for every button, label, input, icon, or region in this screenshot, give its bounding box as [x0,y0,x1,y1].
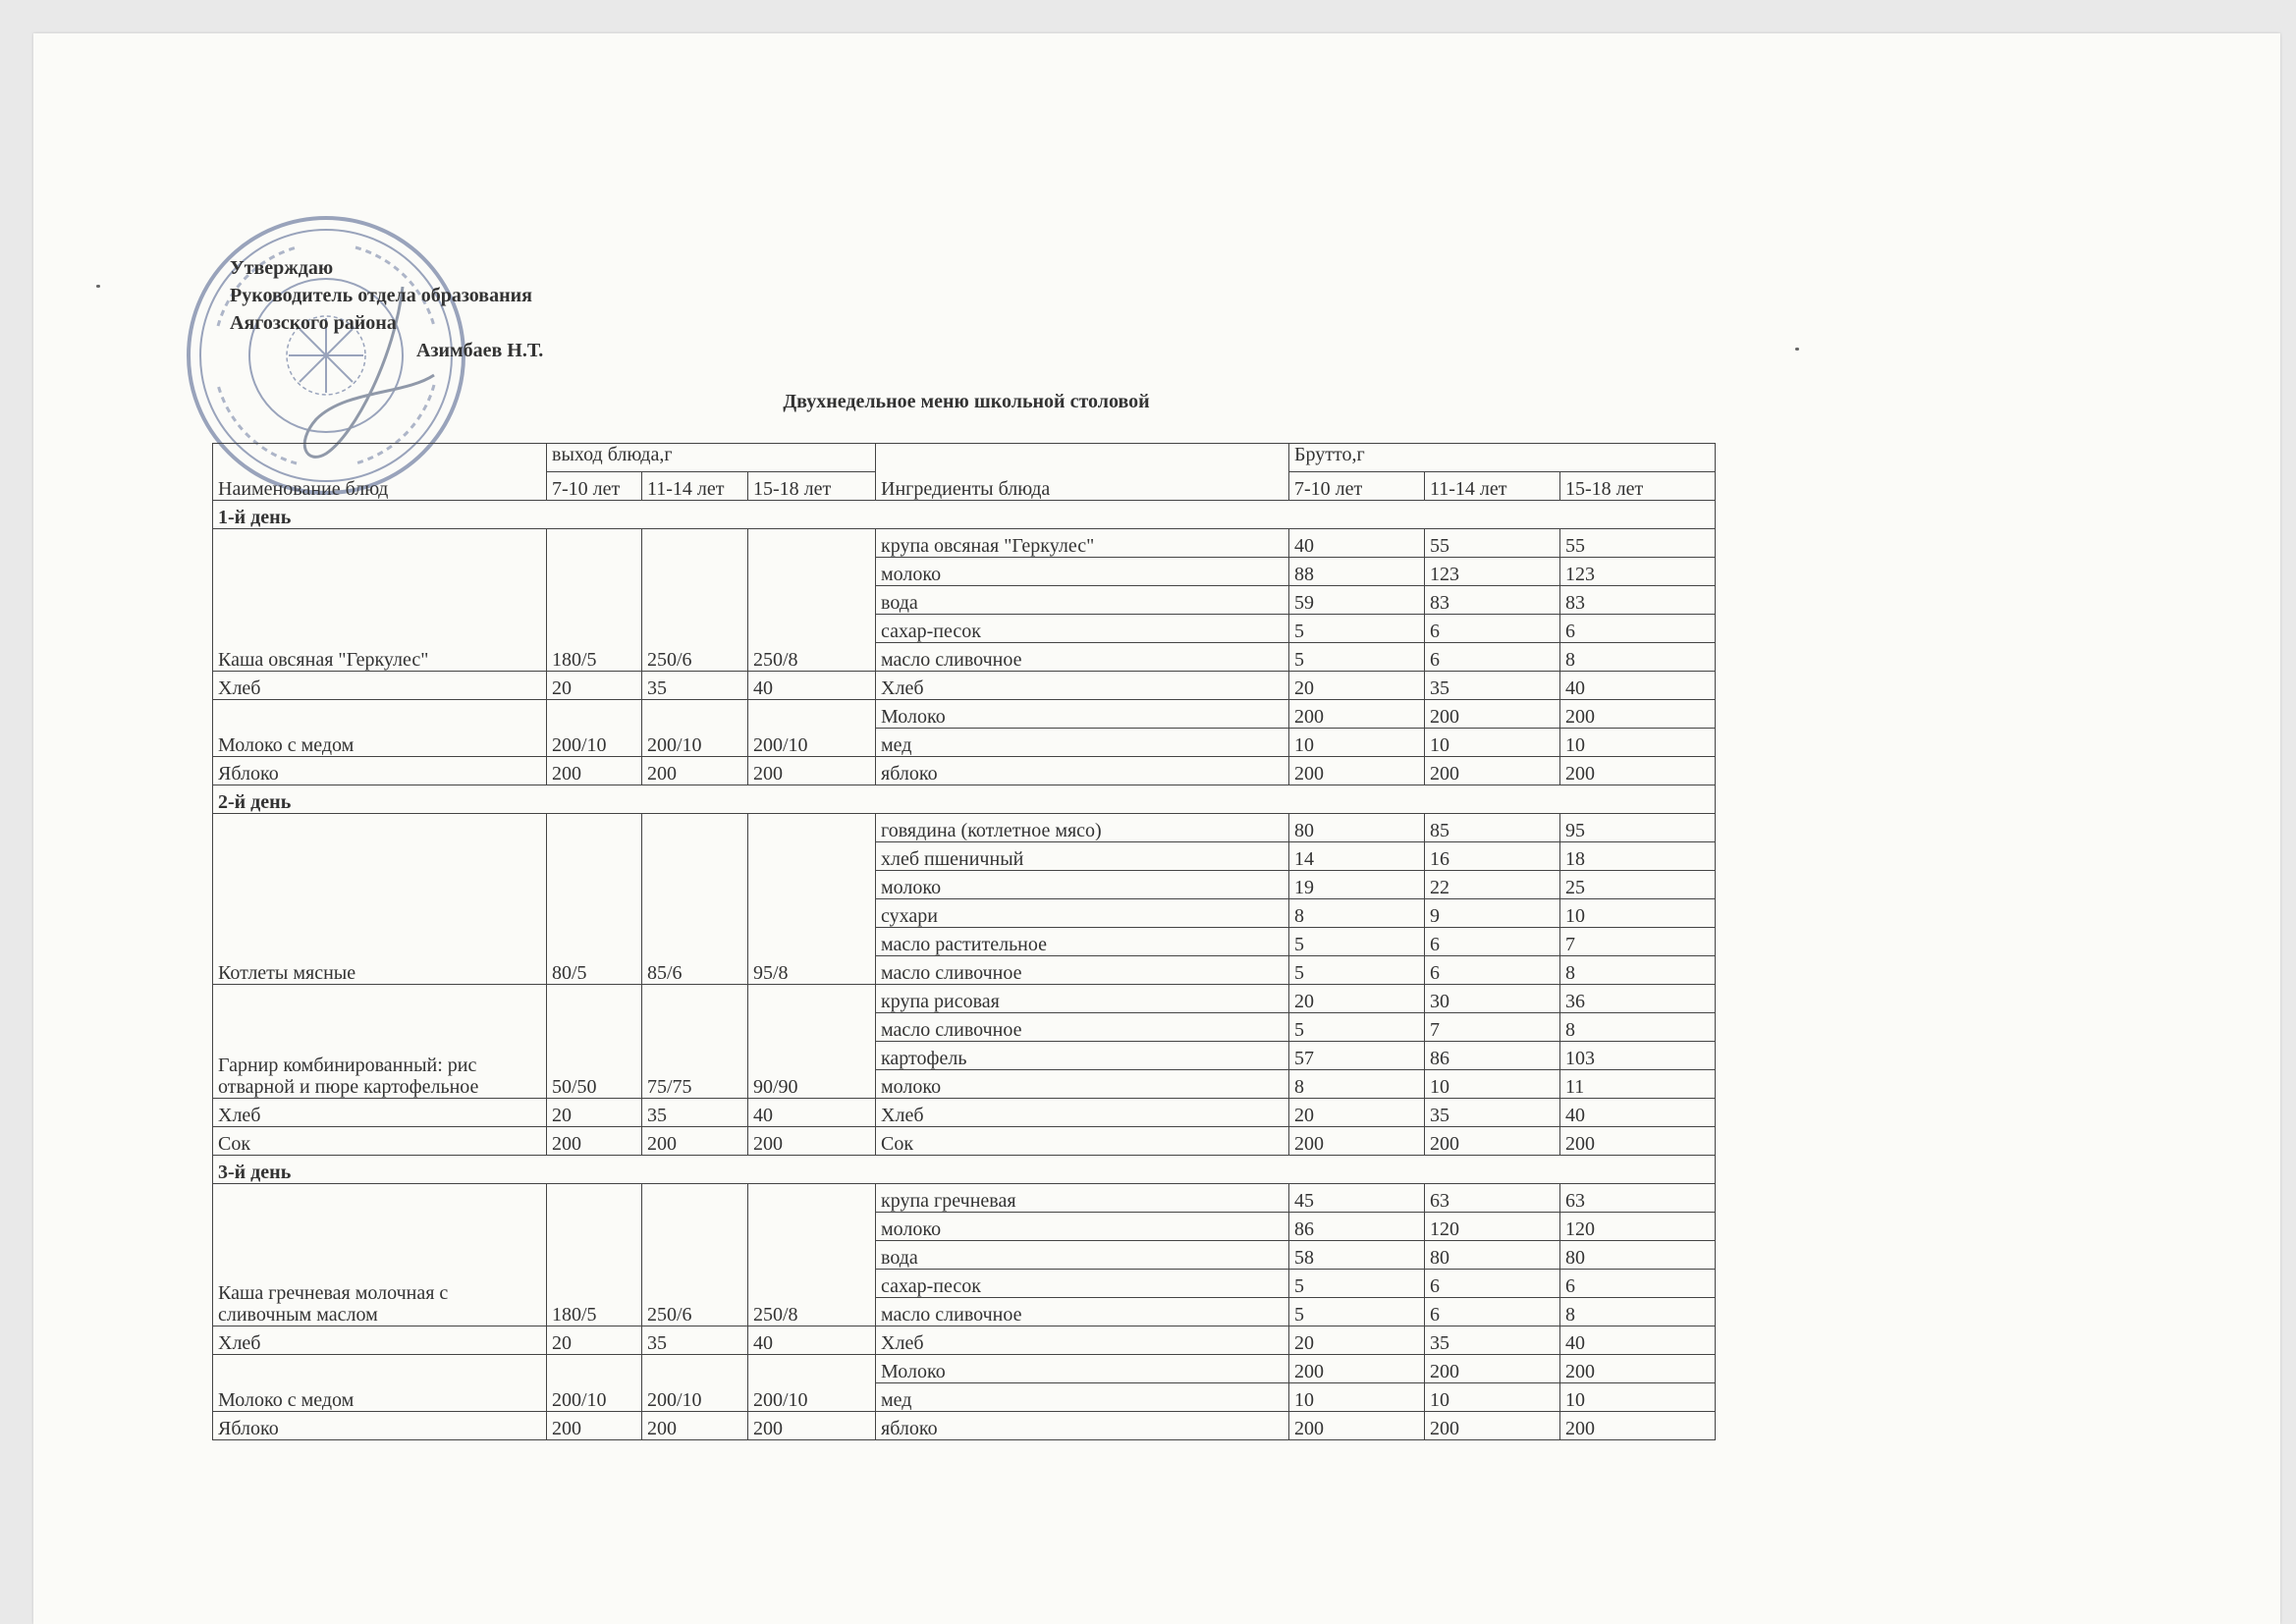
ingredient-gross: 19 [1289,871,1425,899]
table-row [213,700,1716,729]
ingredient-gross: 9 [1425,899,1560,928]
ingredient-name: Хлеб [876,1099,1289,1127]
ingredient-name: Сок [876,1127,1289,1156]
ingredient-gross: 63 [1425,1184,1560,1213]
header-ingredients: Ингредиенты блюда [876,444,1289,501]
dish-name: Молоко с медом [213,700,547,757]
ingredient-name: Молоко [876,700,1289,729]
ingredient-name: вода [876,1241,1289,1270]
ingredient-gross: 10 [1560,729,1716,757]
scan-speck [96,285,100,288]
ingredient-gross: 8 [1560,643,1716,672]
dish-output: 35 [642,672,748,700]
ingredient-gross: 10 [1289,1383,1425,1412]
dish-output: 40 [748,1099,876,1127]
ingredient-gross: 5 [1289,956,1425,985]
ingredient-gross: 83 [1560,586,1716,615]
ingredient-gross: 5 [1289,1270,1425,1298]
dish-name: Хлеб [213,672,547,700]
ingredient-name: хлеб пшеничный [876,842,1289,871]
ingredient-name: молоко [876,1213,1289,1241]
ingredient-name: молоко [876,1070,1289,1099]
dish-output: 90/90 [748,985,876,1099]
approval-label: Утверждаю [230,257,334,279]
ingredient-gross: 18 [1560,842,1716,871]
menu-table-body [213,444,1716,1440]
table-row [213,1326,1716,1355]
header-row-top [213,444,1716,472]
approval-position: Руководитель отдела образования [230,285,532,306]
approval-signer: Азимбаев Н.Т. [416,340,544,361]
dish-name: Хлеб [213,1099,547,1127]
ingredient-gross: 200 [1289,700,1425,729]
dish-output: 35 [642,1326,748,1355]
ingredient-gross: 200 [1560,700,1716,729]
ingredient-gross: 8 [1289,1070,1425,1099]
ingredient-gross: 5 [1289,1298,1425,1326]
ingredient-name: масло сливочное [876,643,1289,672]
dish-output: 200/10 [748,1355,876,1412]
ingredient-gross: 6 [1425,615,1560,643]
scan-speck [1795,348,1799,351]
ingredient-name: яблоко [876,757,1289,785]
ingredient-gross: 120 [1560,1213,1716,1241]
dish-output: 20 [547,1099,642,1127]
ingredient-gross: 200 [1560,1355,1716,1383]
ingredient-gross: 200 [1425,1412,1560,1440]
ingredient-gross: 8 [1560,1013,1716,1042]
ingredient-gross: 200 [1425,757,1560,785]
dish-output: 40 [748,672,876,700]
ingredient-gross: 200 [1560,757,1716,785]
ingredient-gross: 200 [1289,1127,1425,1156]
dish-name: Сок [213,1127,547,1156]
ingredient-name: крупа гречневая [876,1184,1289,1213]
ingredient-gross: 63 [1560,1184,1716,1213]
document-title: Двухнедельное меню школьной столовой [783,391,1150,412]
dish-output: 200/10 [748,700,876,757]
ingredient-gross: 10 [1425,1070,1560,1099]
dish-output: 85/6 [642,814,748,985]
ingredient-gross: 45 [1289,1184,1425,1213]
ingredient-gross: 35 [1425,672,1560,700]
dish-output: 75/75 [642,985,748,1099]
ingredient-gross: 16 [1425,842,1560,871]
header-output: выход блюда,г [547,444,876,472]
ingredient-name: Хлеб [876,1326,1289,1355]
ingredient-name: мед [876,1383,1289,1412]
table-row [213,1127,1716,1156]
dish-name: Гарнир комбинированный: рис отварной и пюре картофельное [213,985,547,1099]
dish-output: 250/8 [748,529,876,672]
dish-output: 200/10 [547,700,642,757]
ingredient-gross: 200 [1425,700,1560,729]
ingredient-gross: 6 [1560,615,1716,643]
dish-output: 95/8 [748,814,876,985]
ingredient-gross: 103 [1560,1042,1716,1070]
dish-name: Хлеб [213,1326,547,1355]
ingredient-gross: 35 [1425,1099,1560,1127]
ingredient-gross: 8 [1560,956,1716,985]
day-label: 1-й день [213,501,1716,529]
ingredient-name: яблоко [876,1412,1289,1440]
table-row [213,672,1716,700]
ingredient-gross: 10 [1560,1383,1716,1412]
ingredient-gross: 123 [1425,558,1560,586]
approval-block [230,254,543,364]
ingredient-gross: 20 [1289,1326,1425,1355]
ingredient-name: Хлеб [876,672,1289,700]
dish-name: Каша гречневая молочная с сливочным маслом [213,1184,547,1326]
day-label: 2-й день [213,785,1716,814]
dish-output: 200 [642,757,748,785]
dish-output: 200/10 [547,1355,642,1412]
ingredient-name: сухари [876,899,1289,928]
ingredient-gross: 88 [1289,558,1425,586]
ingredient-gross: 40 [1289,529,1425,558]
table-row [213,985,1716,1013]
ingredient-name: масло растительное [876,928,1289,956]
dish-name: Яблоко [213,757,547,785]
ingredient-name: молоко [876,558,1289,586]
ingredient-gross: 86 [1425,1042,1560,1070]
ingredient-gross: 14 [1289,842,1425,871]
dish-output: 180/5 [547,529,642,672]
header-output-age-11-14: 11-14 лет [642,472,748,501]
table-row [213,1099,1716,1127]
ingredient-gross: 57 [1289,1042,1425,1070]
ingredient-gross: 6 [1425,928,1560,956]
ingredient-gross: 86 [1289,1213,1425,1241]
ingredient-gross: 59 [1289,586,1425,615]
ingredient-gross: 10 [1560,899,1716,928]
dish-name: Каша овсяная "Геркулес" [213,529,547,672]
ingredient-name: сахар-песок [876,1270,1289,1298]
ingredient-gross: 25 [1560,871,1716,899]
ingredient-gross: 8 [1560,1298,1716,1326]
ingredient-gross: 83 [1425,586,1560,615]
approval-district: Аягозского района [230,312,397,334]
ingredient-gross: 10 [1425,729,1560,757]
ingredient-name: картофель [876,1042,1289,1070]
ingredient-gross: 80 [1289,814,1425,842]
dish-output: 20 [547,672,642,700]
dish-output: 200 [547,1127,642,1156]
ingredient-gross: 20 [1289,1099,1425,1127]
dish-name: Яблоко [213,1412,547,1440]
ingredient-gross: 35 [1425,1326,1560,1355]
ingredient-gross: 7 [1425,1013,1560,1042]
dish-output: 35 [642,1099,748,1127]
ingredient-name: Молоко [876,1355,1289,1383]
ingredient-gross: 80 [1425,1241,1560,1270]
day-row [213,785,1716,814]
ingredient-gross: 123 [1560,558,1716,586]
ingredient-gross: 22 [1425,871,1560,899]
ingredient-gross: 36 [1560,985,1716,1013]
ingredient-gross: 6 [1425,1270,1560,1298]
ingredient-gross: 10 [1425,1383,1560,1412]
ingredient-gross: 5 [1289,615,1425,643]
ingredient-gross: 55 [1560,529,1716,558]
header-gross: Брутто,г [1289,444,1716,472]
dish-output: 200 [642,1412,748,1440]
ingredient-gross: 10 [1289,729,1425,757]
ingredient-gross: 200 [1560,1127,1716,1156]
ingredient-gross: 80 [1560,1241,1716,1270]
day-row [213,501,1716,529]
ingredient-name: масло сливочное [876,1298,1289,1326]
dish-output: 200 [547,757,642,785]
ingredient-name: молоко [876,871,1289,899]
header-output-age-15-18: 15-18 лет [748,472,876,501]
ingredient-name: крупа овсяная "Геркулес" [876,529,1289,558]
ingredient-gross: 120 [1425,1213,1560,1241]
ingredient-gross: 6 [1425,1298,1560,1326]
ingredient-gross: 200 [1425,1355,1560,1383]
ingredient-gross: 11 [1560,1070,1716,1099]
ingredient-gross: 30 [1425,985,1560,1013]
ingredient-name: говядина (котлетное мясо) [876,814,1289,842]
ingredient-gross: 200 [1289,757,1425,785]
ingredient-gross: 200 [1425,1127,1560,1156]
ingredient-gross: 55 [1425,529,1560,558]
table-row [213,757,1716,785]
ingredient-name: масло сливочное [876,1013,1289,1042]
table-row [213,1184,1716,1213]
ingredient-gross: 20 [1289,985,1425,1013]
ingredient-gross: 95 [1560,814,1716,842]
dish-output: 200 [642,1127,748,1156]
ingredient-gross: 5 [1289,643,1425,672]
dish-output: 180/5 [547,1184,642,1326]
day-row [213,1156,1716,1184]
dish-output: 250/6 [642,1184,748,1326]
ingredient-gross: 20 [1289,672,1425,700]
ingredient-gross: 8 [1289,899,1425,928]
ingredient-name: масло сливочное [876,956,1289,985]
dish-output: 200 [748,757,876,785]
ingredient-gross: 85 [1425,814,1560,842]
table-row [213,1412,1716,1440]
dish-output: 40 [748,1326,876,1355]
header-gross-age-7-10: 7-10 лет [1289,472,1425,501]
ingredient-gross: 6 [1425,956,1560,985]
ingredient-gross: 5 [1289,1013,1425,1042]
header-gross-age-15-18: 15-18 лет [1560,472,1716,501]
ingredient-gross: 200 [1289,1412,1425,1440]
dish-output: 200/10 [642,1355,748,1412]
ingredient-name: сахар-песок [876,615,1289,643]
dish-output: 200 [547,1412,642,1440]
ingredient-gross: 200 [1289,1355,1425,1383]
header-dish-name: Наименование блюд [213,444,547,501]
day-label: 3-й день [213,1156,1716,1184]
table-row [213,529,1716,558]
ingredient-gross: 200 [1560,1412,1716,1440]
table-row [213,1355,1716,1383]
ingredient-gross: 40 [1560,1326,1716,1355]
header-gross-age-11-14: 11-14 лет [1425,472,1560,501]
ingredient-gross: 40 [1560,672,1716,700]
ingredient-gross: 6 [1560,1270,1716,1298]
dish-output: 200 [748,1412,876,1440]
header-output-age-7-10: 7-10 лет [547,472,642,501]
table-row [213,814,1716,842]
menu-table [212,443,1716,1440]
ingredient-gross: 5 [1289,928,1425,956]
dish-output: 50/50 [547,985,642,1099]
ingredient-gross: 58 [1289,1241,1425,1270]
dish-output: 250/8 [748,1184,876,1326]
dish-output: 200 [748,1127,876,1156]
dish-output: 80/5 [547,814,642,985]
dish-name: Молоко с медом [213,1355,547,1412]
dish-output: 250/6 [642,529,748,672]
document-sheet [33,33,2280,1624]
dish-name: Котлеты мясные [213,814,547,985]
dish-output: 200/10 [642,700,748,757]
ingredient-name: крупа рисовая [876,985,1289,1013]
ingredient-name: мед [876,729,1289,757]
ingredient-name: вода [876,586,1289,615]
ingredient-gross: 6 [1425,643,1560,672]
ingredient-gross: 40 [1560,1099,1716,1127]
dish-output: 20 [547,1326,642,1355]
ingredient-gross: 7 [1560,928,1716,956]
